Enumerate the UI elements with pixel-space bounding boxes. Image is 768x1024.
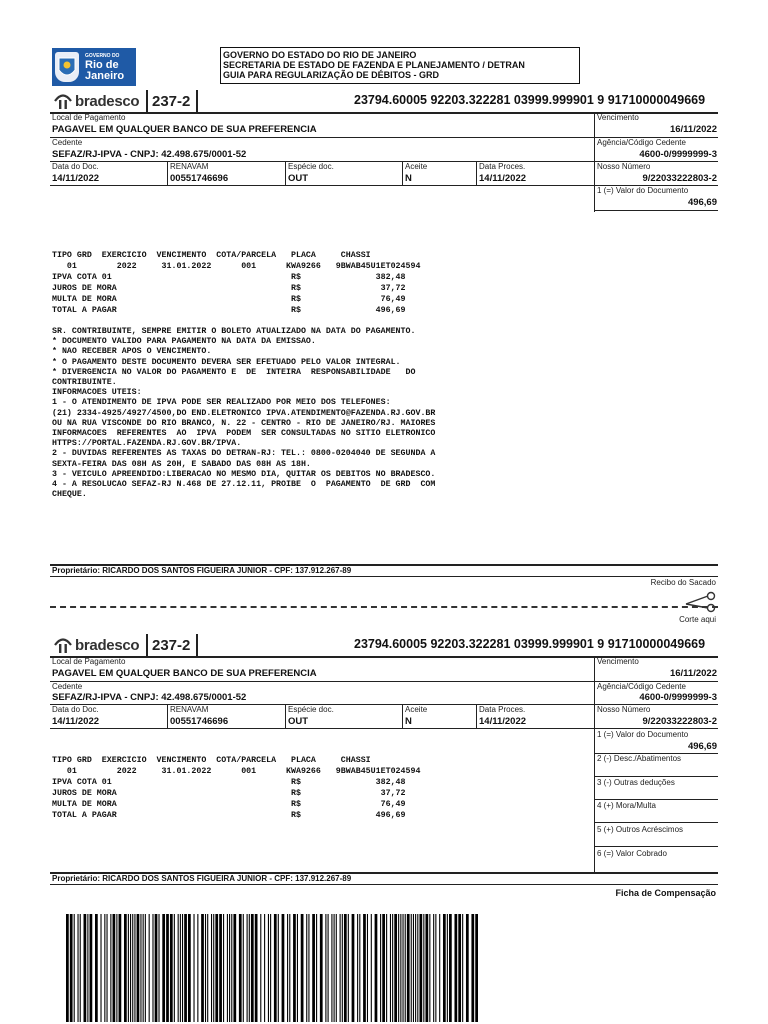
details-header-2: TIPO GRD EXERCICIO VENCIMENTO COTA/PARCELA PLACA CHASSI — [52, 756, 371, 765]
barcode-bar — [251, 914, 254, 1022]
barcode-bar — [77, 914, 78, 1022]
aceite-value: N — [405, 173, 412, 184]
barcode-bar — [116, 914, 117, 1022]
barcode-bar — [140, 914, 141, 1022]
instruction-line: 4 - A RESOLUCAO SEFAZ-RJ N.468 DE 27.12.11, PROIBE O PAGAMENTO DE GRD COM — [52, 480, 436, 490]
header-line3: GUIA PARA REGULARIZAÇÃO DE DÉBITOS - GRD — [223, 70, 440, 80]
barcode-bar — [312, 914, 315, 1022]
bradesco-name: bradesco — [75, 636, 140, 654]
barcode-bar — [178, 914, 179, 1022]
barcode-bar — [308, 914, 309, 1022]
agencia-value: 4600-0/9999999-3 — [639, 149, 717, 160]
barcode-bar — [205, 914, 206, 1022]
barcode-bar — [458, 914, 461, 1022]
barcode-bar — [405, 914, 406, 1022]
barcode-bar — [137, 914, 140, 1022]
barcode-bar — [425, 914, 428, 1022]
instruction-line: * DIVERGENCIA NO VALOR DO PAGAMENTO E DE INTEIRA RESPONSABILIDADE DO — [52, 367, 416, 377]
instruction-line: * NAO RECEBER APOS O VENCIMENTO. — [52, 347, 212, 357]
valor-doc-value-2: 496,69 — [687, 741, 717, 752]
barcode-bar — [268, 914, 269, 1022]
barcode-bar — [132, 914, 133, 1022]
instruction-line: CONTRIBUINTE. — [52, 378, 117, 388]
renavam-value-2: 00551746696 — [170, 716, 229, 727]
barcode-bar — [293, 914, 296, 1022]
barcode-bar — [433, 914, 434, 1022]
barcode-bar — [201, 914, 204, 1022]
barcode-bar — [255, 914, 258, 1022]
barcode-bar — [344, 914, 347, 1022]
barcode-bar — [429, 914, 430, 1022]
bank-code: 237-2 — [152, 93, 191, 110]
bradesco-icon — [53, 92, 73, 110]
local-label: Local de Pagamento — [52, 113, 126, 122]
barcode-bar — [264, 914, 265, 1022]
barcode-bar — [398, 914, 399, 1022]
barcode-bar — [423, 914, 424, 1022]
valor-doc-value: 496,69 — [687, 197, 717, 208]
agencia-value-2: 4600-0/9999999-3 — [639, 692, 717, 703]
barcode-bar — [407, 914, 410, 1022]
barcode-bar — [143, 914, 144, 1022]
instruction-line: SR. CONTRIBUINTE, SEMPRE EMITIR O BOLETO ATUALIZADO NA DATA DO PAGAMENTO. — [52, 327, 416, 336]
recibo-sacado: Recibo do Sacado — [650, 578, 716, 587]
barcode-bar — [415, 914, 416, 1022]
barcode-bar — [375, 914, 378, 1022]
barcode-bar — [227, 914, 228, 1022]
barcode-bar — [306, 914, 307, 1022]
mora-label: 4 (+) Mora/Multa — [597, 801, 656, 810]
barcode-bar — [166, 914, 169, 1022]
item-multa: MULTA DE MORA R$ 76,49 — [52, 295, 406, 304]
cedente-label: Cedente — [52, 138, 83, 147]
instruction-line: 3 - VEICULO APREENDIDO:LIBERACAO NO MESMO DIA, QUITAR OS DEBITOS NO BRADESCO. — [52, 469, 436, 479]
barcode-bar — [462, 914, 463, 1022]
barcode-bar — [239, 914, 242, 1022]
vencimento-label-2: Vencimento — [597, 657, 639, 666]
corte-aqui: Corte aqui — [679, 615, 716, 624]
barcode-bar — [155, 914, 158, 1022]
gov-logo-line2: Rio de — [85, 59, 119, 71]
instruction-line: * O PAGAMENTO DESTE DOCUMENTO DEVERA SER EFETUADO PELO VALOR INTEGRAL. — [52, 357, 401, 367]
barcode-bar — [475, 914, 478, 1022]
item-multa-2: MULTA DE MORA R$ 76,49 — [52, 800, 406, 809]
bradesco-icon — [53, 636, 73, 654]
owner-line-2: Proprietário: RICARDO DOS SANTOS FIGUEIRA JUNIOR - CPF: 137.912.267-89 — [52, 874, 352, 883]
nosso-label-2: Nosso Número — [597, 705, 651, 714]
barcode-bar — [386, 914, 387, 1022]
valor-cobrado-label: 6 (=) Valor Cobrado — [597, 849, 667, 858]
barcode-bar — [289, 914, 290, 1022]
barcode-bar — [152, 914, 153, 1022]
barcode-bar — [342, 914, 343, 1022]
bank-code-2: 237-2 — [152, 637, 191, 654]
barcode-bar — [471, 914, 474, 1022]
instruction-line: CHEQUE. — [52, 490, 87, 500]
barcode-bar — [193, 914, 194, 1022]
barcode-bar — [104, 914, 105, 1022]
barcode-bar — [282, 914, 285, 1022]
data-doc-value-2: 14/11/2022 — [52, 716, 100, 727]
local-value-2: PAGAVEL EM QUALQUER BANCO DE SUA PREFERENCIA — [52, 668, 317, 679]
scissors-icon — [684, 591, 718, 615]
outros-acr-label: 5 (+) Outros Acréscimos — [597, 825, 684, 834]
nosso-value-2: 9/22033222803-2 — [642, 716, 717, 727]
especie-label-2: Espécie doc. — [288, 705, 334, 714]
barcode — [66, 914, 478, 1022]
item-total: TOTAL A PAGAR R$ 496,69 — [52, 306, 406, 315]
outras-ded-label: 3 (-) Outras deduções — [597, 778, 675, 787]
details-header: TIPO GRD EXERCICIO VENCIMENTO COTA/PARCELA PLACA CHASSI — [52, 251, 371, 260]
barcode-bar — [357, 914, 358, 1022]
item-total-2: TOTAL A PAGAR R$ 496,69 — [52, 811, 406, 820]
instruction-line: INFORMACOES UTEIS: — [52, 388, 142, 398]
instruction-line: 2 - DUVIDAS REFERENTES AS TAXAS DO DETRAN-RJ: TEL.: 0800-0204040 DE SEGUNDA A — [52, 449, 436, 459]
valor-doc-label: 1 (=) Valor do Documento — [597, 186, 689, 195]
barcode-bar — [348, 914, 349, 1022]
barcode-bar — [80, 914, 81, 1022]
barcode-bar — [331, 914, 332, 1022]
barcode-bar — [243, 914, 244, 1022]
item-ipva-2: IPVA COTA 01 R$ 382,48 — [52, 778, 406, 787]
aceite-value-2: N — [405, 716, 412, 727]
barcode-bar — [90, 914, 93, 1022]
barcode-bar — [247, 914, 248, 1022]
header-line1: GOVERNO DO ESTADO DO RIO DE JANEIRO — [223, 50, 417, 60]
data-doc-value: 14/11/2022 — [52, 173, 100, 184]
barcode-bar — [419, 914, 422, 1022]
barcode-bar — [231, 914, 232, 1022]
barcode-bar — [413, 914, 414, 1022]
valor-doc-label-2: 1 (=) Valor do Documento — [597, 730, 689, 739]
barcode-bar — [74, 914, 75, 1022]
cedente-value: SEFAZ/RJ-IPVA - CNPJ: 42.498.675/0001-52 — [52, 149, 247, 160]
instruction-line: (21) 2334-4925/4927/4500,DO END.ELETRONICO IPVA.ATENDIMENTO@FAZENDA.RJ.GOV.BR — [52, 408, 436, 418]
barcode-bar — [134, 914, 135, 1022]
barcode-bar — [363, 914, 366, 1022]
barcode-bar — [328, 914, 329, 1022]
vencimento-value-2: 16/11/2022 — [669, 668, 717, 679]
barcode-bar — [128, 914, 129, 1022]
barcode-bar — [287, 914, 288, 1022]
vencimento-value: 16/11/2022 — [669, 124, 717, 135]
barcode-bar — [340, 914, 341, 1022]
barcode-bar — [87, 914, 88, 1022]
barcode-bar — [334, 914, 335, 1022]
barcode-bar — [390, 914, 391, 1022]
linha-digitavel: 23794.60005 92203.322281 03999.999901 9 91710000049669 — [354, 93, 706, 107]
header-line2: SECRETARIA DE ESTADO DE FAZENDA E PLANEJAMENTO / DETRAN — [223, 60, 525, 70]
vencimento-label: Vencimento — [597, 113, 639, 122]
government-logo — [52, 48, 136, 86]
barcode-bar — [182, 914, 183, 1022]
barcode-bar — [100, 914, 101, 1022]
barcode-bar — [411, 914, 412, 1022]
data-proc-value-2: 14/11/2022 — [479, 716, 527, 727]
instruction-line: HTTPS://PORTAL.FAZENDA.RJ.GOV.BR/IPVA. — [52, 439, 242, 449]
barcode-bar — [447, 914, 448, 1022]
barcode-bar — [119, 914, 122, 1022]
owner-line: Proprietário: RICARDO DOS SANTOS FIGUEIRA JUNIOR - CPF: 137.912.267-89 — [52, 566, 352, 575]
agencia-label: Agência/Código Cedente — [597, 138, 686, 147]
desc-label: 2 (-) Desc./Abatimentos — [597, 754, 682, 763]
barcode-bar — [394, 914, 397, 1022]
barcode-bar — [402, 914, 403, 1022]
especie-value: OUT — [288, 173, 309, 184]
details-values-2: 01 2022 31.01.2022 001 KWA9266 9BWAB45U1ET024594 — [52, 767, 421, 776]
cedente-value-2: SEFAZ/RJ-IPVA - CNPJ: 42.498.675/0001-52 — [52, 692, 247, 703]
especie-label: Espécie doc. — [288, 162, 334, 171]
instruction-line: SEXTA-FEIRA DAS 08H AS 20H, E SABADO DAS 08H AS 18H. — [52, 459, 311, 469]
barcode-bar — [180, 914, 181, 1022]
barcode-bar — [184, 914, 187, 1022]
barcode-bar — [352, 914, 355, 1022]
barcode-bar — [70, 914, 73, 1022]
instruction-line: OU NA RUA VISCONDE DO RIO BRANCO, N. 22 - CENTRO - RIO DE JANEIRO/RJ. MAIORES — [52, 418, 436, 428]
instruction-line: * DOCUMENTO VALIDO PARA PAGAMENTO NA DATA DA EMISSAO. — [52, 337, 316, 347]
nosso-label: Nosso Número — [597, 162, 651, 171]
barcode-bar — [249, 914, 250, 1022]
barcode-bar — [84, 914, 87, 1022]
barcode-bar — [316, 914, 317, 1022]
barcode-bar — [219, 914, 222, 1022]
barcode-bar — [95, 914, 98, 1022]
instruction-line: INFORMACOES REFERENTES AO IPVA PODEM SER CONSULTADAS NO SITIO ELETRONICO — [52, 429, 436, 439]
data-proc-value: 14/11/2022 — [479, 173, 527, 184]
instruction-line: 1 - O ATENDIMENTO DE IPVA PODE SER REALIZADO POR MEIO DOS TELEFONES: — [52, 398, 391, 408]
barcode-bar — [382, 914, 385, 1022]
item-ipva: IPVA COTA 01 R$ 382,48 — [52, 273, 406, 282]
barcode-bar — [392, 914, 393, 1022]
barcode-bar — [213, 914, 214, 1022]
barcode-bar — [124, 914, 127, 1022]
aceite-label-2: Aceite — [405, 705, 428, 714]
gov-logo-line1: GOVERNO DO — [85, 53, 120, 59]
barcode-bar — [130, 914, 131, 1022]
data-doc-label-2: Data do Doc. — [52, 705, 99, 714]
gov-logo-line3: Janeiro — [85, 70, 125, 82]
renavam-value: 00551746696 — [170, 173, 229, 184]
barcode-bar — [170, 914, 173, 1022]
barcode-bar — [211, 914, 212, 1022]
barcode-bar — [162, 914, 165, 1022]
barcode-bar — [367, 914, 368, 1022]
aceite-label: Aceite — [405, 162, 428, 171]
data-proc-label-2: Data Proces. — [479, 705, 526, 714]
barcode-bar — [325, 914, 326, 1022]
coat-of-arms-icon — [55, 52, 79, 82]
barcode-bar — [359, 914, 360, 1022]
instructions — [52, 327, 435, 500]
barcode-bar — [215, 914, 218, 1022]
barcode-bar — [110, 914, 111, 1022]
local-label-2: Local de Pagamento — [52, 657, 126, 666]
barcode-bar — [223, 914, 224, 1022]
local-value: PAGAVEL EM QUALQUER BANCO DE SUA PREFERENCIA — [52, 124, 317, 135]
bradesco-logo-2 — [53, 636, 139, 654]
barcode-bar — [439, 914, 440, 1022]
barcode-bar — [435, 914, 436, 1022]
renavam-label-2: RENAVAM — [170, 705, 209, 714]
barcode-bar — [66, 914, 69, 1022]
barcode-bar — [106, 914, 107, 1022]
barcode-bar — [336, 914, 337, 1022]
renavam-label: RENAVAM — [170, 162, 209, 171]
data-doc-label: Data do Doc. — [52, 162, 99, 171]
barcode-bar — [270, 914, 271, 1022]
barcode-bar — [400, 914, 401, 1022]
agencia-label-2: Agência/Código Cedente — [597, 682, 686, 691]
linha-digitavel-2: 23794.60005 92203.322281 03999.999901 9 91710000049669 — [354, 637, 706, 651]
barcode-bar — [145, 914, 146, 1022]
barcode-bar — [233, 914, 236, 1022]
barcode-bar — [301, 914, 304, 1022]
barcode-bar — [466, 914, 469, 1022]
barcode-bar — [454, 914, 457, 1022]
barcode-bar — [371, 914, 372, 1022]
barcode-bar — [278, 914, 279, 1022]
bradesco-name: bradesco — [75, 92, 140, 110]
cedente-label-2: Cedente — [52, 682, 83, 691]
barcode-bar — [260, 914, 261, 1022]
details-values: 01 2022 31.01.2022 001 KWA9266 9BWAB45U1ET024594 — [52, 262, 421, 271]
barcode-bar — [149, 914, 150, 1022]
barcode-bar — [297, 914, 298, 1022]
barcode-bar — [174, 914, 175, 1022]
barcode-bar — [380, 914, 381, 1022]
barcode-bar — [113, 914, 116, 1022]
barcode-bar — [197, 914, 198, 1022]
barcode-bar — [320, 914, 323, 1022]
nosso-value: 9/22033222803-2 — [642, 173, 717, 184]
header-box — [220, 47, 580, 84]
item-juros: JUROS DE MORA R$ 37,72 — [52, 284, 406, 293]
barcode-bar — [417, 914, 418, 1022]
barcode-bar — [274, 914, 277, 1022]
barcode-bar — [158, 914, 159, 1022]
barcode-bar — [443, 914, 446, 1022]
barcode-bar — [449, 914, 452, 1022]
bradesco-logo — [53, 92, 139, 110]
data-proc-label: Data Proces. — [479, 162, 526, 171]
ficha-compensacao: Ficha de Compensação — [615, 888, 716, 898]
barcode-bar — [188, 914, 191, 1022]
especie-value-2: OUT — [288, 716, 309, 727]
cut-line — [50, 606, 718, 608]
barcode-bar — [207, 914, 208, 1022]
barcode-bar — [229, 914, 230, 1022]
item-juros-2: JUROS DE MORA R$ 37,72 — [52, 789, 406, 798]
